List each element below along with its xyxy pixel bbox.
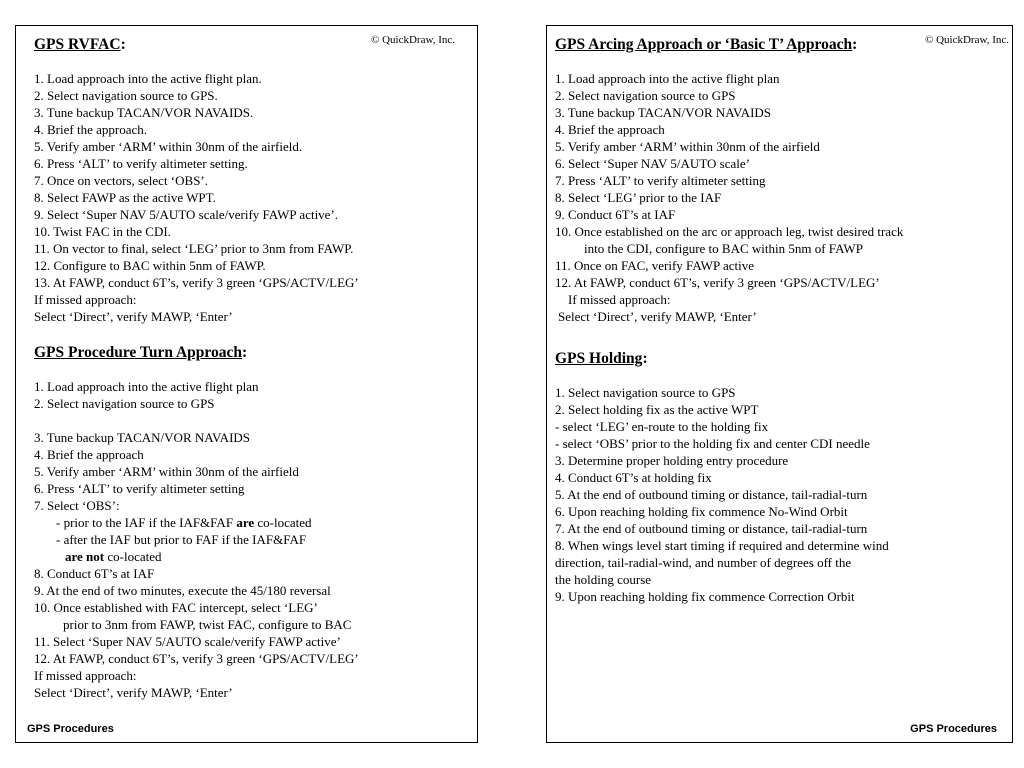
list-item: 8. Select FAWP as the active WPT.	[34, 190, 216, 205]
procedure-turn-heading-text: GPS Procedure Turn Approach	[34, 344, 243, 361]
list-item: Select ‘Direct’, verify MAWP, ‘Enter’	[34, 309, 233, 324]
blank-line	[34, 412, 359, 429]
list-item: 5. At the end of outbound timing or distance, tail-radial-turn	[555, 487, 868, 502]
list-item: 12. At FAWP, conduct 6T’s, verify 3 green ‘GPS/ACTV/LEG’	[555, 275, 880, 290]
list-item: - select ‘OBS’ prior to the holding fix and center CDI needle	[555, 436, 870, 451]
list-item: 3. Tune backup TACAN/VOR NAVAIDS.	[34, 105, 254, 120]
list-item: the holding course	[555, 572, 652, 587]
list-item: 6. Press ‘ALT’ to verify altimeter setting.	[34, 156, 248, 171]
list-item: 6. Press ‘ALT’ to verify altimeter setting	[34, 481, 245, 496]
list-item: 9. Upon reaching holding fix commence Correction Orbit	[555, 589, 855, 604]
rvfac-steps	[34, 70, 359, 325]
copyright-notice: © QuickDraw, Inc.	[371, 34, 456, 46]
right-card-content	[555, 35, 903, 605]
obs-subitem-not-colocated: - after the IAF but prior to FAF if the IAF&FAF	[56, 532, 307, 547]
list-item: 5. Verify amber ‘ARM’ within 30nm of the airfield	[555, 139, 820, 154]
list-item: 8. Conduct 6T’s at IAF	[34, 566, 155, 581]
list-item: 7. At the end of outbound timing or distance, tail-radial-turn	[555, 521, 868, 536]
list-item: 3. Determine proper holding entry procedure	[555, 453, 789, 468]
holding-heading: GPS Holding:	[555, 350, 648, 367]
list-item: 1. Load approach into the active flight plan	[555, 71, 780, 86]
list-item: 12. Configure to BAC within 5nm of FAWP.	[34, 258, 266, 273]
list-item: 11. On vector to final, select ‘LEG’ prior to 3nm from FAWP.	[34, 241, 354, 256]
missed-approach-label: If missed approach:	[568, 292, 671, 307]
list-item: If missed approach:	[34, 668, 137, 683]
list-item: 2. Select navigation source to GPS	[34, 396, 215, 411]
list-item: 6. Upon reaching holding fix commence No-Wind Orbit	[555, 504, 848, 519]
procedure-turn-steps-d	[34, 633, 359, 701]
list-item: 11. Select ‘Super NAV 5/AUTO scale/verify FAWP active’	[34, 634, 341, 649]
list-item: 7. Once on vectors, select ‘OBS’.	[34, 173, 209, 188]
list-item: 10. Once established with FAC intercept, select ‘LEG’	[34, 600, 318, 615]
procedure-turn-steps-b	[34, 429, 359, 514]
list-item: 2. Select navigation source to GPS.	[34, 88, 218, 103]
left-card	[15, 25, 478, 743]
list-item: 8. When wings level start timing if required and determine wind	[555, 538, 889, 553]
rvfac-heading: GPS RVFAC:	[34, 36, 126, 53]
list-item: 5. Verify amber ‘ARM’ within 30nm of the airfield	[34, 464, 299, 479]
list-item: 13. At FAWP, conduct 6T’s, verify 3 green ‘GPS/ACTV/LEG’	[34, 275, 359, 290]
list-item: 2. Select navigation source to GPS	[555, 88, 736, 103]
arcing-steps-a	[555, 70, 903, 240]
list-item: 7. Press ‘ALT’ to verify altimeter setting	[555, 173, 766, 188]
arcing-heading-text: GPS Arcing Approach or ‘Basic T’ Approach	[555, 36, 853, 53]
list-item: 2. Select holding fix as the active WPT	[555, 402, 759, 417]
procedure-turn-steps-c	[34, 565, 359, 616]
list-item: Select ‘Direct’, verify MAWP, ‘Enter’	[34, 685, 233, 700]
list-item: 9. Select ‘Super NAV 5/AUTO scale/verify FAWP active’.	[34, 207, 339, 222]
arcing-steps-b	[555, 257, 903, 291]
list-item: 8. Select ‘LEG’ prior to the IAF	[555, 190, 722, 205]
list-item: 12. At FAWP, conduct 6T’s, verify 3 green ‘GPS/ACTV/LEG’	[34, 651, 359, 666]
list-item: 10. Twist FAC in the CDI.	[34, 224, 171, 239]
obs-subitem-not-colocated-cont: are not co-located	[65, 549, 162, 564]
list-item: 4. Conduct 6T’s at holding fix	[555, 470, 712, 485]
rvfac-heading-text: GPS RVFAC	[34, 36, 121, 53]
left-card-content	[34, 35, 359, 701]
list-item: direction, tail-radial-wind, and number of degrees off the	[555, 555, 852, 570]
holding-steps	[555, 384, 903, 605]
list-item: If missed approach:	[34, 292, 137, 307]
list-item: 9. At the end of two minutes, execute the 45/180 reversal	[34, 583, 331, 598]
footer-label: GPS Procedures	[27, 723, 114, 735]
footer-label: GPS Procedures	[910, 723, 997, 735]
list-item: 1. Select navigation source to GPS	[555, 385, 736, 400]
list-item: 5. Verify amber ‘ARM’ within 30nm of the airfield.	[34, 139, 303, 154]
list-item: 3. Tune backup TACAN/VOR NAVAIDS	[555, 105, 772, 120]
procedure-turn-steps-a	[34, 378, 359, 412]
list-item: 11. Once on FAC, verify FAWP active	[555, 258, 754, 273]
step-10-continuation: prior to 3nm from FAWP, twist FAC, configure to BAC	[63, 617, 352, 632]
list-item: 1. Load approach into the active flight plan.	[34, 71, 262, 86]
list-item: 10. Once established on the arc or approach leg, twist desired track	[555, 224, 904, 239]
list-item: 4. Brief the approach	[555, 122, 665, 137]
right-card	[546, 25, 1013, 743]
list-item: 4. Brief the approach.	[34, 122, 147, 137]
holding-heading-text: GPS Holding	[555, 350, 643, 367]
list-item: 7. Select ‘OBS’:	[34, 498, 120, 513]
missed-approach-instruction: Select ‘Direct’, verify MAWP, ‘Enter’	[558, 309, 757, 324]
arcing-heading: GPS Arcing Approach or ‘Basic T’ Approach:	[555, 36, 858, 53]
obs-subitem-colocated: - prior to the IAF if the IAF&FAF are co-located	[56, 515, 312, 530]
copyright-notice: © QuickDraw, Inc.	[925, 34, 1010, 46]
list-item: 3. Tune backup TACAN/VOR NAVAIDS	[34, 430, 251, 445]
list-item: 1. Load approach into the active flight plan	[34, 379, 259, 394]
step-10-continuation: into the CDI, configure to BAC within 5nm of FAWP	[584, 241, 863, 256]
procedure-turn-heading: GPS Procedure Turn Approach:	[34, 344, 248, 361]
list-item: 6. Select ‘Super NAV 5/AUTO scale’	[555, 156, 750, 171]
list-item: 9. Conduct 6T’s at IAF	[555, 207, 676, 222]
list-item: 4. Brief the approach	[34, 447, 144, 462]
list-item: - select ‘LEG’ en-route to the holding fix	[555, 419, 769, 434]
